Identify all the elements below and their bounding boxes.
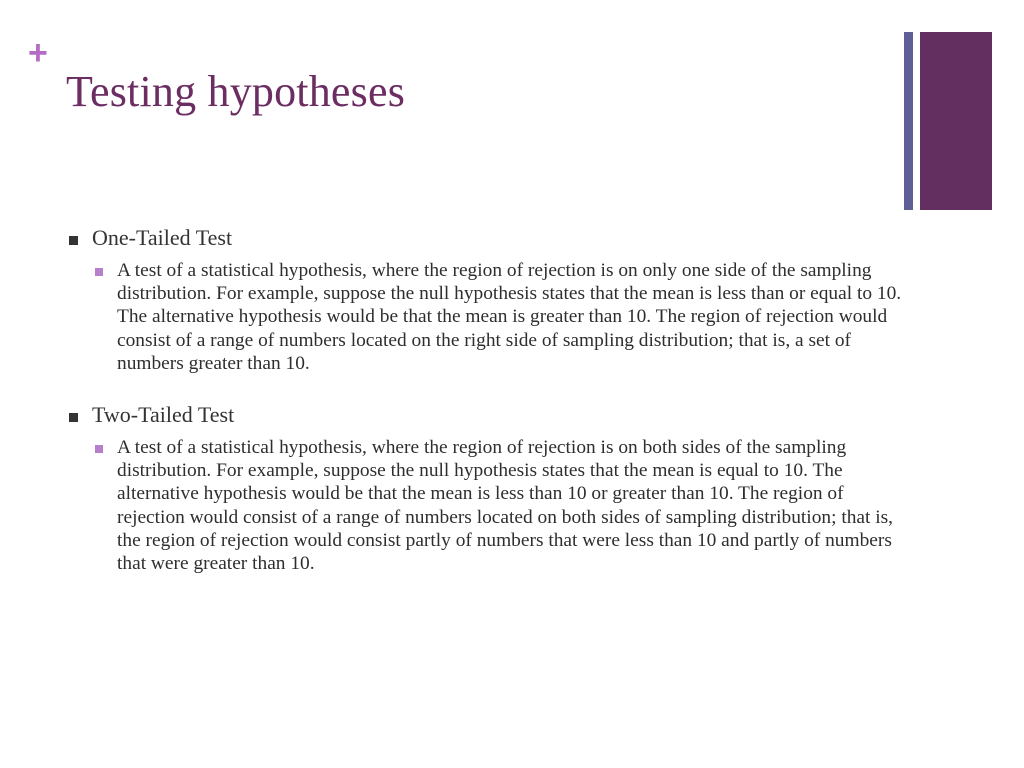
decorative-thick-bar	[920, 32, 992, 210]
sub-bullet-item	[92, 436, 896, 575]
plus-icon: +	[28, 34, 48, 72]
sub-bullet-item	[92, 259, 902, 375]
decorative-thin-bar	[904, 32, 913, 210]
slide-content	[66, 224, 902, 575]
square-bullet-icon	[69, 413, 78, 422]
sub-bullet-text: A test of a statistical hypothesis, where the region of rejection is on only one side of the sampling distribution. For example, suppose the null hypothesis states that the mean is less than or equal to 10. The alternative hypothesis would be that the mean is greater than 10. The region of rejection would consist of a range of numbers located on the right side of sampling distribution; that is, a set of numbers greater than 10.	[117, 260, 902, 374]
square-bullet-icon	[69, 236, 78, 245]
square-bullet-icon	[95, 268, 103, 276]
bullet-item-two-tailed	[66, 401, 896, 575]
slide-title: Testing hypotheses	[66, 67, 406, 116]
bullet-heading: Two-Tailed Test	[92, 402, 235, 428]
bullet-heading: One-Tailed Test	[92, 225, 233, 250]
square-bullet-icon	[95, 445, 103, 453]
sub-bullet-text: A test of a statistical hypothesis, where the region of rejection is on both sides of the sampling distribution. For example, suppose the null hypothesis states that the mean is equal to 10. The alternative hypothesis would be that the mean is less than 10 or greater than 10. The region of rejection would consist of a range of numbers located on both sides of sampling distribution; that is, the region of rejection would consist partly of numbers that were less than 10 and partly of numbers that were greater than 10.	[117, 437, 894, 575]
bullet-item-one-tailed	[66, 224, 902, 375]
